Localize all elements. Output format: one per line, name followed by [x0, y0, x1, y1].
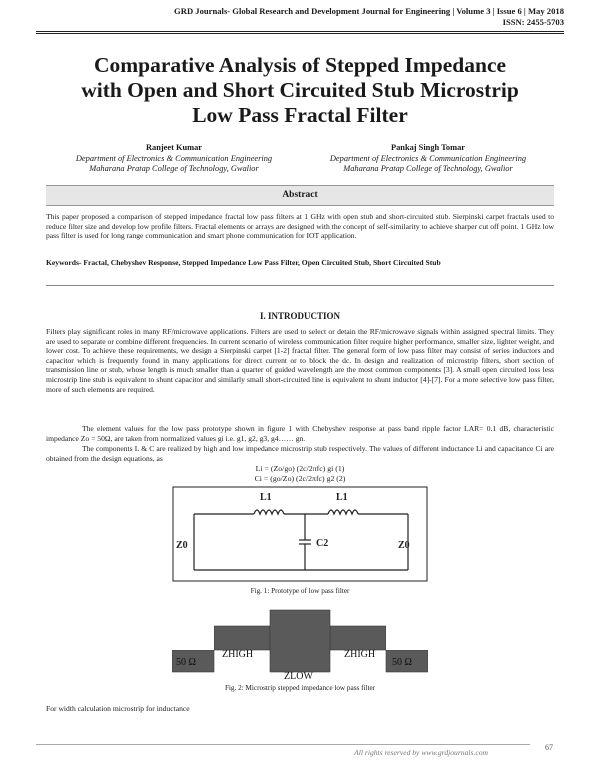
title-line-1: Comparative Analysis of Stepped Impedance	[93, 53, 507, 77]
inductor-l1-right	[328, 510, 358, 514]
author-college-1: Maharana Pratap College of Technology, Gwalior	[89, 164, 259, 174]
equation-1: Li = (Zo/go) (2c/2πfc) gi (1)	[255, 464, 345, 473]
label-right-port: 50 Ω	[392, 657, 412, 668]
issn: ISSN: 2455-5703	[502, 17, 564, 27]
label-l1-right: L1	[336, 492, 348, 503]
author-block-1	[44, 143, 304, 175]
intro-paragraph-3: The components L & C are realized by high and low impedance microstrip stub respectively. The values of different inductance Li and capacitance Ci are obtained from the design equations, as	[46, 444, 554, 463]
author-block-2	[298, 143, 558, 175]
label-c2: C2	[316, 538, 329, 549]
label-z0-right: Z0	[398, 540, 410, 551]
equation-2: Ci = (go/Zo) (2c/2πfc) g2 (2)	[254, 474, 346, 483]
abstract-text: This paper proposed a comparison of stepped impedance fractal low pass filters at 1 GHz with open stub and short-circuited stub. Sierpinski carpet fractals used to reduce filter size and develop low profile filters. Fractal elements or arrays are designed with the concept of self-similarity to achieve sharper cut off point. 1 GHz low pass filter is used for long range communication and smart phone communication for IOT application.	[46, 212, 554, 241]
zlow-block	[270, 610, 330, 672]
footer-rights: All rights reserved by www.grdjournals.com	[354, 748, 488, 757]
keywords-divider	[46, 285, 554, 286]
title-line-3: Low Pass Fractal Filter	[192, 103, 408, 127]
header-rule	[36, 31, 564, 32]
footer-rule	[36, 744, 530, 745]
figure-1-circuit	[172, 486, 428, 582]
author-dept-1: Department of Electronics & Communication Engineering	[75, 153, 273, 163]
section-heading: I. INTRODUCTION	[259, 311, 340, 321]
author-name-1: Ranjeet Kumar	[145, 143, 203, 152]
label-z0-left: Z0	[176, 540, 188, 551]
paper-title	[30, 53, 570, 128]
journal-header	[44, 6, 564, 28]
figure-2-microstrip	[172, 604, 428, 682]
keywords: Keywords- Fractal, Chebyshev Response, Stepped Impedance Low Pass Filter, Open Circuited Stub, Short Circuited Stub	[46, 258, 441, 267]
zhigh-right-block	[330, 626, 386, 650]
label-zhigh-right: ZHIGH	[344, 649, 376, 660]
author-dept-2: Department of Electronics & Communication Engineering	[329, 153, 527, 163]
closing-line: For width calculation microstrip for inductance	[46, 704, 190, 713]
figure-1-caption: Fig. 1: Prototype of low pass filter	[250, 587, 350, 595]
label-left-port: 50 Ω	[176, 657, 196, 668]
inductor-l1-left	[254, 510, 284, 514]
header-rule-thin	[36, 33, 564, 34]
intro-paragraph-1: Filters play significant roles in many RF/microwave applications. Filters are used to select or detain the RF/microwave signals within assigned spectral limits. They are used to separate or combine different frequencies. In current scenario of wireless communication filter require higher performance, smaller size, lighter weight, and lower cost. To achieve these requirements, we design a Sierpinski carpet [1-2] fractal filter. The general form of low pass filter may consist of series inductors and capacitor which is frequently found in many applications for direct current or to block the dc. In design and realization of microstrip filters, short section of transmission line or stub, whose length is much smaller than a quarter of guided wavelength are the most common components [3]. A small open circuited loss less microstrip line stub is equivalent to shunt capacitor and similarly small short-circuited line is equivalent to shunt inductor [4]-[7]. For a more selective low pass filter, more of such elements are required.	[46, 327, 555, 394]
abstract-heading: Abstract	[46, 185, 554, 206]
intro-paragraph-2: The element values for the low pass prototype shown in figure 1 with Chebyshev response at pass band ripple factor LAR= 0.1 dB, characteristic impedance Zo = 50Ω, are taken from normalized values gi i.e. g1, g2, g3, g4…… gn.	[46, 424, 554, 443]
label-zhigh-left: ZHIGH	[222, 649, 254, 660]
figure-1-frame	[173, 487, 427, 581]
author-college-2: Maharana Pratap College of Technology, Gwalior	[343, 164, 513, 174]
title-line-2: with Open and Short Circuited Stub Microstrip	[81, 78, 519, 102]
label-zlow: ZLOW	[284, 671, 313, 682]
label-l1-left: L1	[260, 492, 272, 503]
figure-2-caption: Fig. 2: Microstrip stepped impedance low pass filter	[224, 684, 376, 692]
page-number: 67	[545, 743, 553, 752]
journal-line: GRD Journals- Global Research and Development Journal for Engineering | Volume 3 | Issue 6 | May 2018	[174, 6, 564, 16]
zhigh-left-block	[214, 626, 270, 650]
author-name-2: Pankaj Singh Tomar	[390, 143, 465, 152]
